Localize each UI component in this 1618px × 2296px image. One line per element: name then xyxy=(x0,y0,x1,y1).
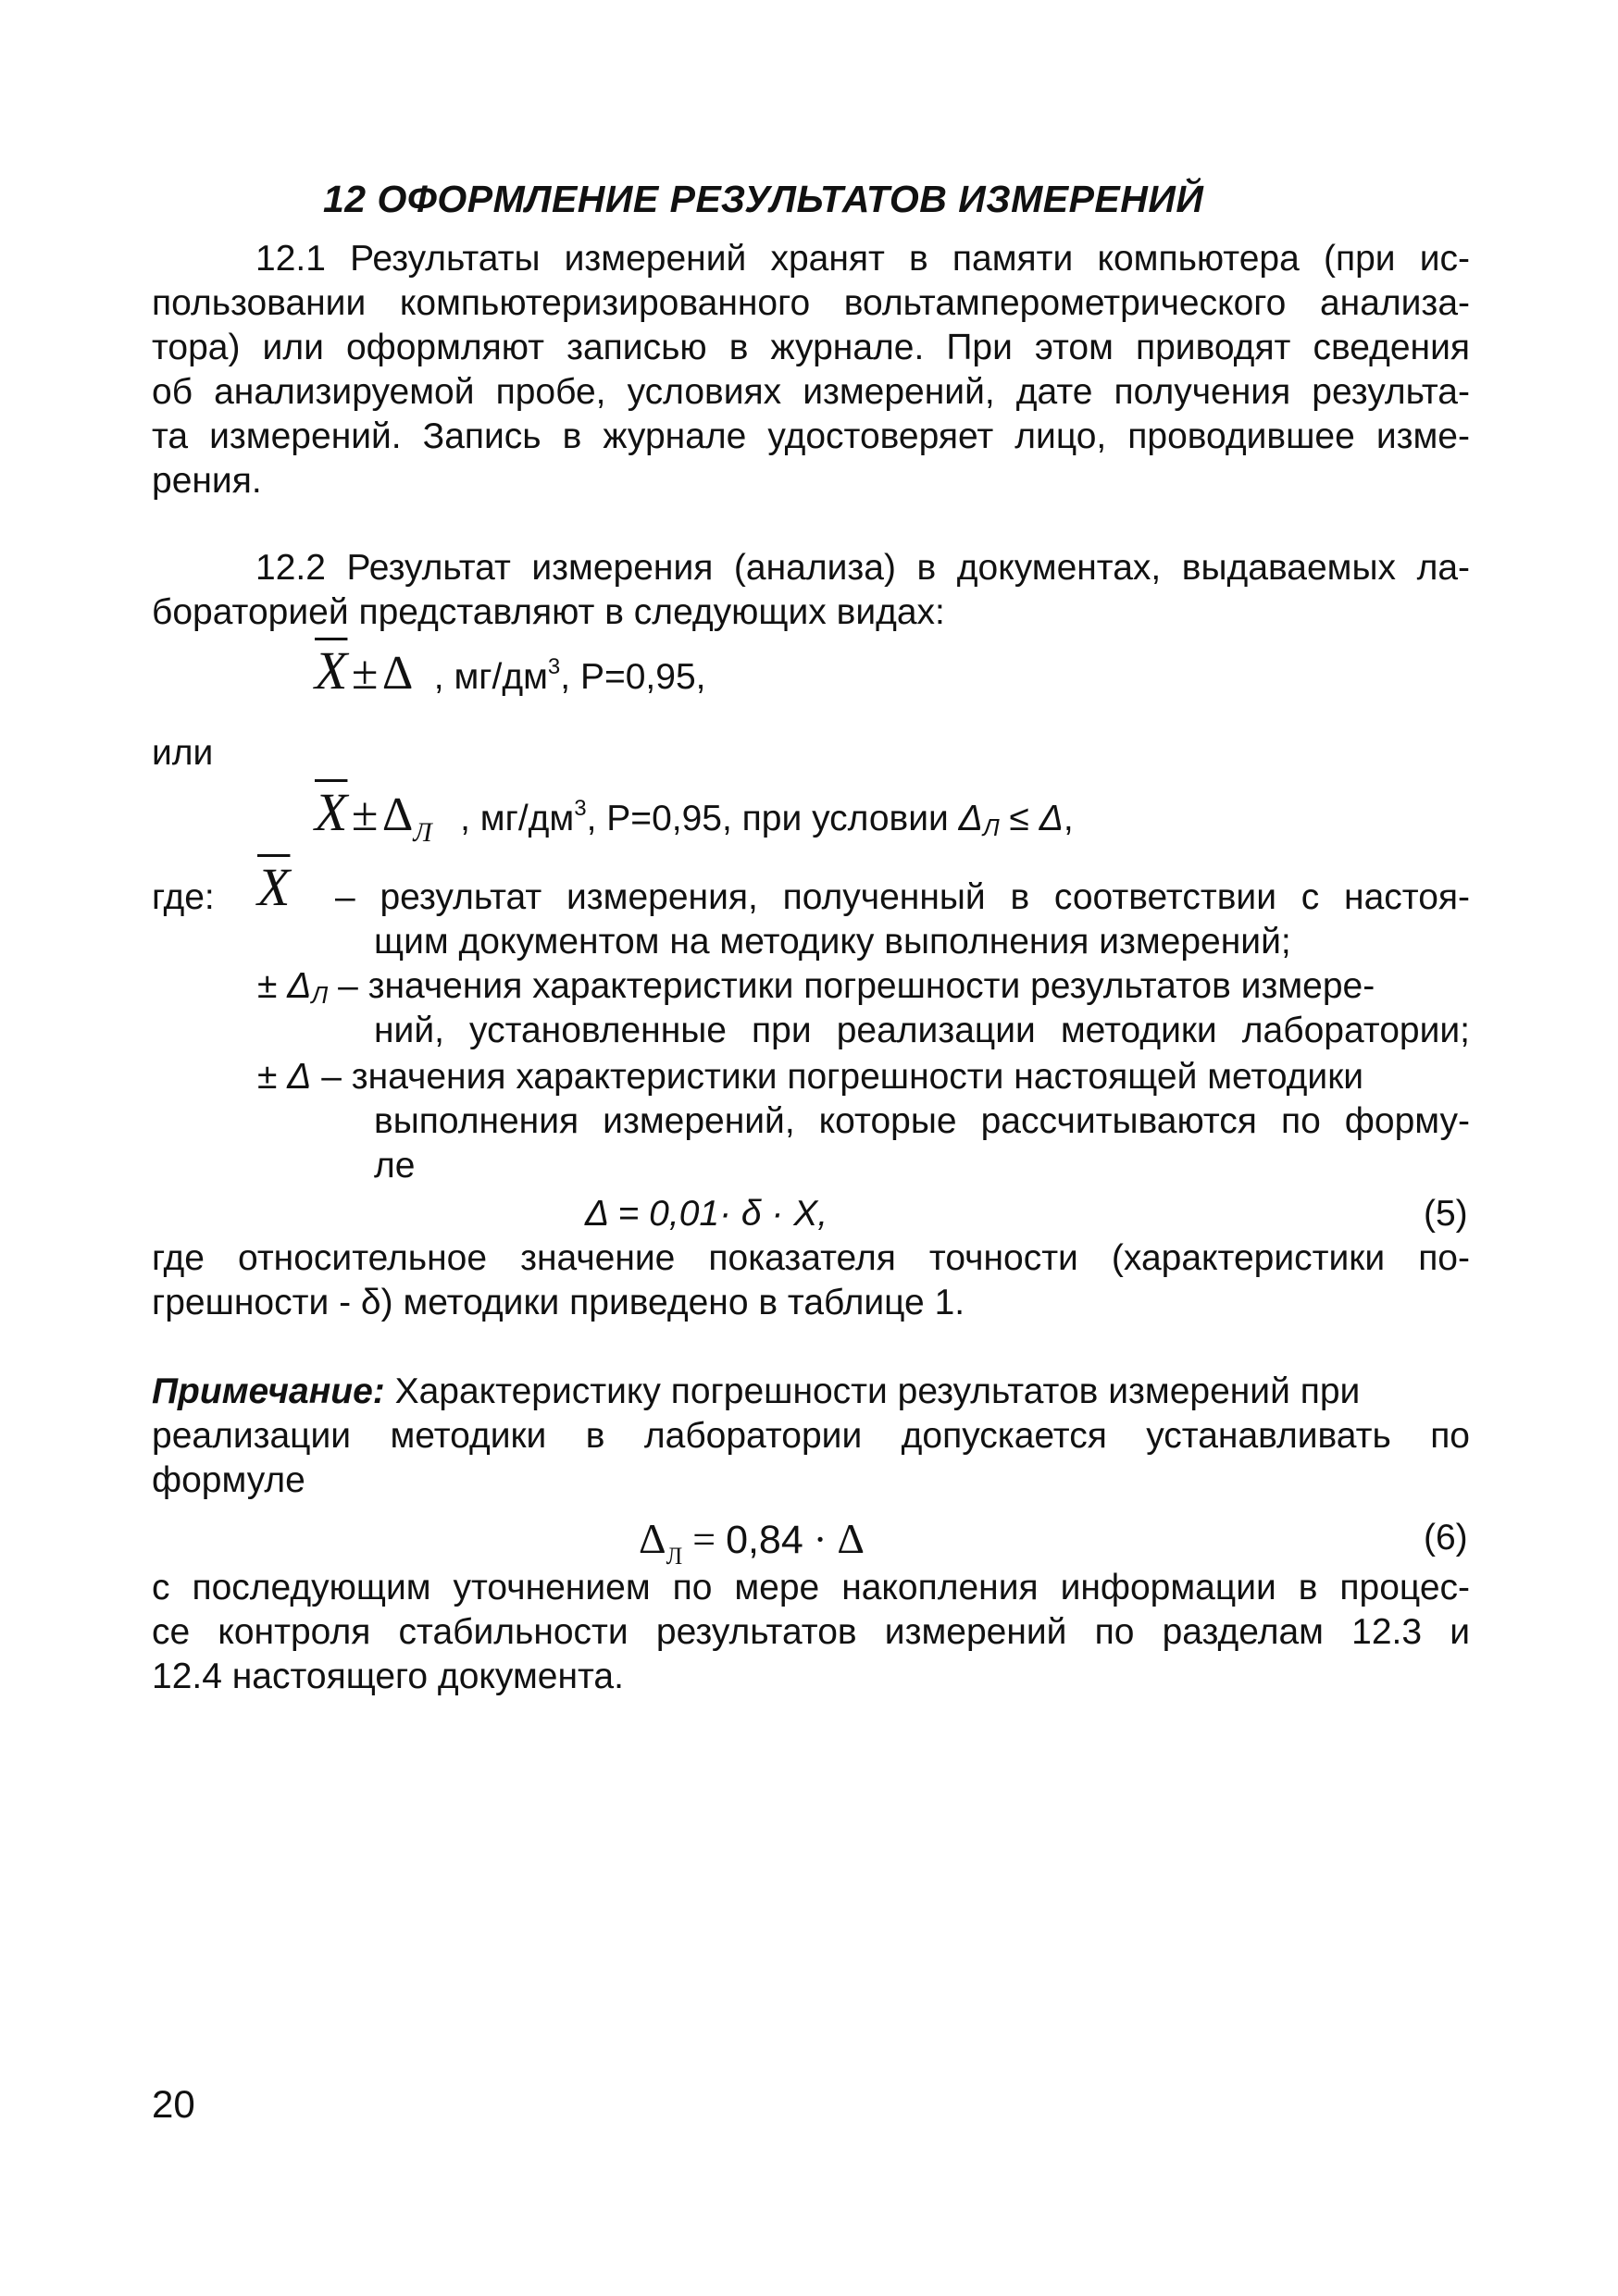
where-label: где: xyxy=(152,877,215,917)
formula-5: Δ = 0,01· δ · X, xyxy=(585,1194,828,1234)
delta-l-symbol: $\Delta_Л$ xyxy=(381,788,432,848)
x-bar-symbol: $\overline{X}$ xyxy=(315,782,348,842)
note-line-1: Примечание: Характеристику погрешности результатов измерений при xyxy=(152,1371,1361,1411)
p121-line-2: пользовании компьютеризированного вольтамперометрического анализа- xyxy=(152,283,1470,323)
delta-definition-line-3: ле xyxy=(374,1146,416,1185)
p121-line-4: об анализируемой пробе, условиях измерений, дате получения результа- xyxy=(152,372,1470,412)
note-label: Примечание: xyxy=(152,1371,385,1411)
x-definition-line-2: щим документом на методику выполнения измерений; xyxy=(374,922,1291,962)
note-line-3: формуле xyxy=(152,1460,305,1500)
units-condition-label: , $мг/дм^3$, P=0,95, при условии ΔЛ ≤ Δ, xyxy=(460,796,1074,841)
section-title: 12 ОФОРМЛЕНИЕ РЕЗУЛЬТАТОВ ИЗМЕРЕНИЙ xyxy=(323,178,1204,220)
p122-line-1: 12.2 Результат измерения (анализа) в документах, выдаваемых ла- xyxy=(255,548,1470,588)
after-formula-5-line-2: грешности - δ) методики приведено в таблице 1. xyxy=(152,1283,965,1322)
delta-definition-line-2: выполнения измерений, которые рассчитываются по форму- xyxy=(374,1101,1470,1141)
p121-line-6: рения. xyxy=(152,461,262,501)
after-formula-5-line-1: где относительное значение показателя точности (характеристики по- xyxy=(152,1238,1470,1278)
closing-line-1: с последующим уточнением по мере накопления информации в процес- xyxy=(152,1568,1470,1607)
x-definition-line-1: – результат измерения, полученный в соответствии с настоя- xyxy=(335,877,1470,917)
formula-6-number: (6) xyxy=(1424,1518,1468,1558)
p121-line-3: тора) или оформляют записью в журнале. При этом приводят сведения xyxy=(152,328,1470,367)
plus-minus-sign: ± xyxy=(351,647,379,700)
formula-5-number: (5) xyxy=(1424,1194,1468,1234)
p121-line-1: 12.1 Результаты измерений хранят в памяти компьютера (при ис- xyxy=(255,239,1470,279)
closing-line-3: 12.4 настоящего документа. xyxy=(152,1657,624,1696)
formula-6: ΔЛ = 0,84 · Δ xyxy=(639,1515,865,1570)
p121-line-5: та измерений. Запись в журнале удостоверяет лицо, проводившее изме- xyxy=(152,416,1470,456)
result-form-2 xyxy=(315,776,1074,870)
p122-line-2: бораторией представляют в следующих видах: xyxy=(152,592,945,632)
units-label: , $мг/дм^3$, P=0,95, xyxy=(433,654,706,697)
note-line-2: реализации методики в лаборатории допускается устанавливать по xyxy=(152,1416,1470,1456)
x-bar-symbol: $\overline{X}$ xyxy=(257,857,291,917)
delta-l-definition-line-2: ний, установленные при реализации методики лаборатории; xyxy=(374,1011,1470,1050)
closing-line-2: се контроля стабильности результатов измерений по разделам 12.3 и xyxy=(152,1612,1470,1652)
page-number: 20 xyxy=(152,2082,195,2126)
plus-minus-sign: ± xyxy=(351,788,379,841)
x-bar-symbol: $\overline{X}$ xyxy=(315,640,348,701)
delta-definition-line-1: ± Δ – значения характеристики погрешности настоящей методики xyxy=(257,1057,1364,1097)
or-word: или xyxy=(152,733,214,773)
result-form-1 xyxy=(315,639,705,717)
delta-symbol: Δ xyxy=(381,647,414,700)
delta-l-definition-line-1: ± ΔЛ – значения характеристики погрешности результатов измере- xyxy=(257,966,1375,1009)
